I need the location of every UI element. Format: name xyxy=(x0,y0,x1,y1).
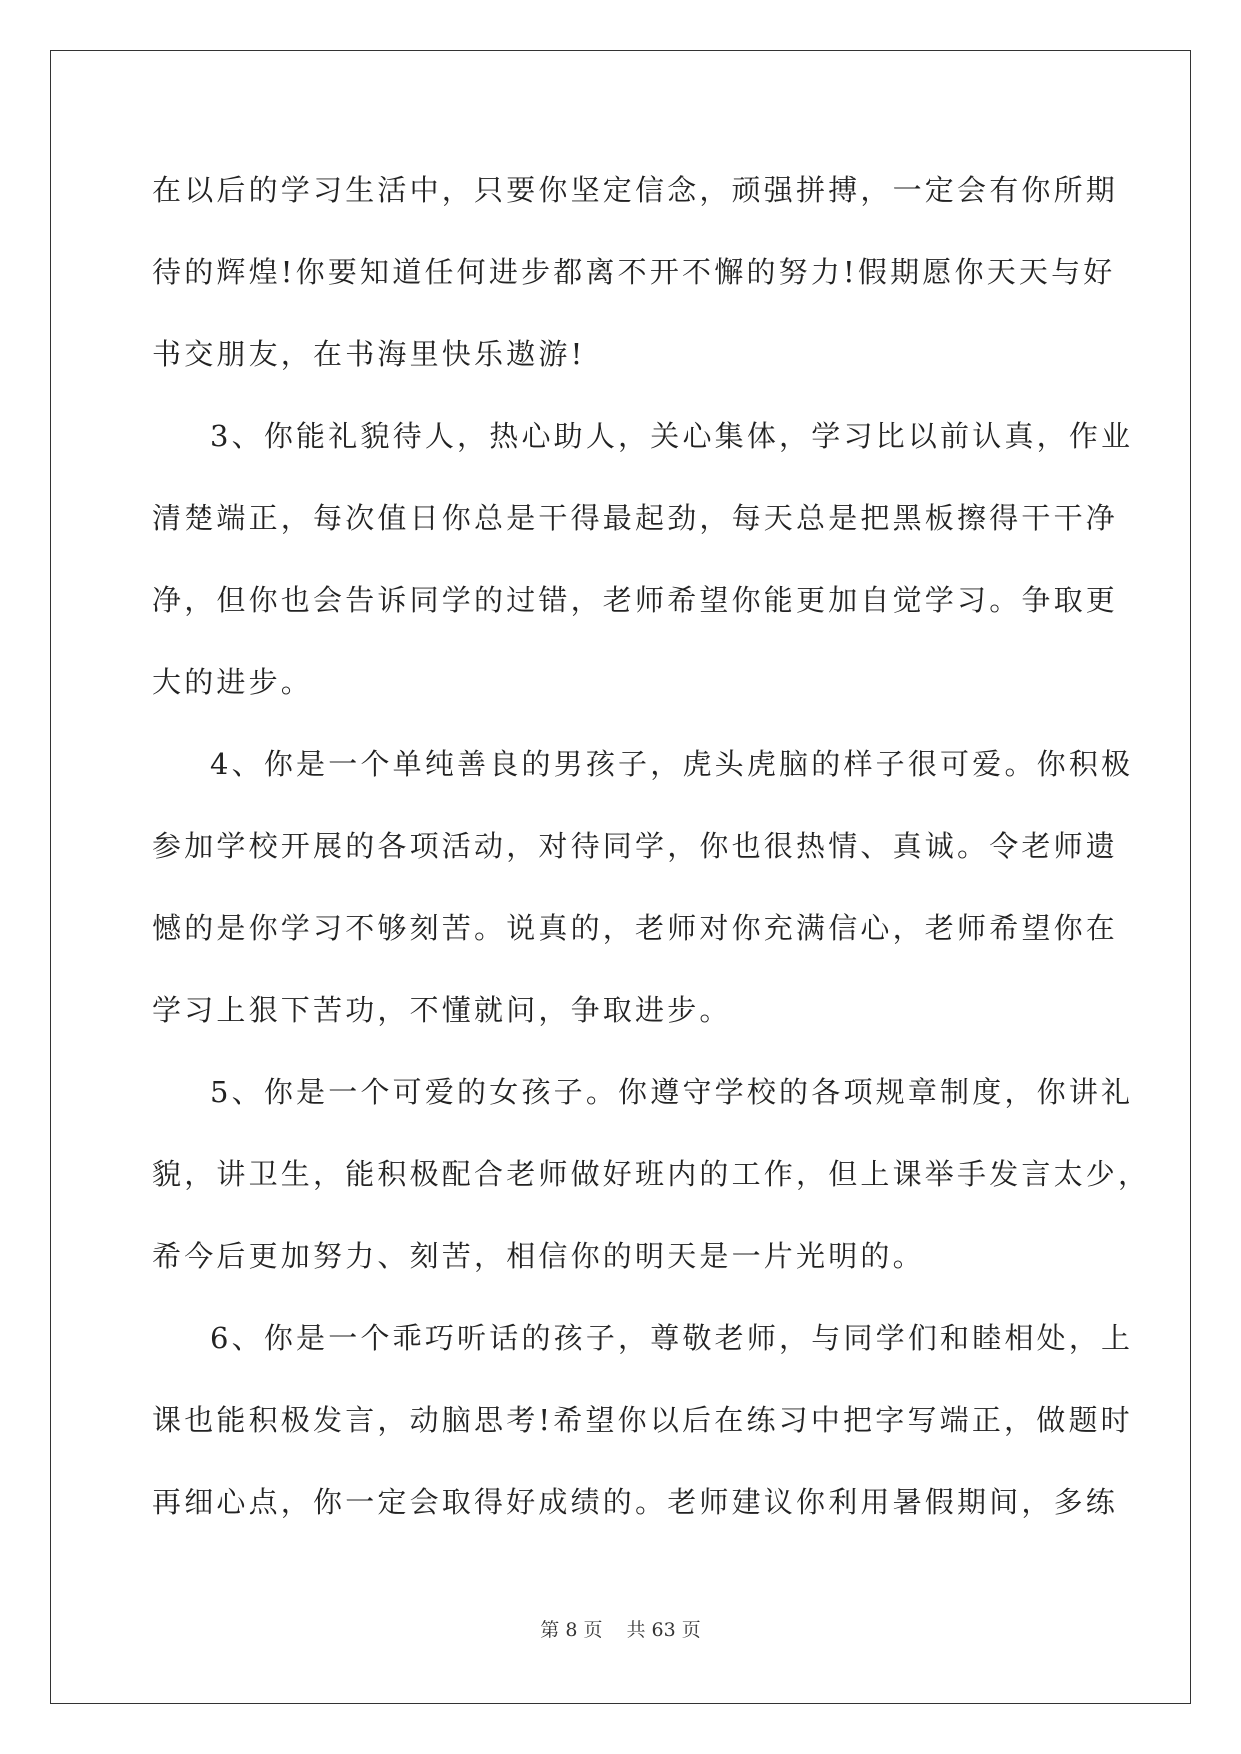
text-line: 待的辉煌!你要知道任何进步都离不开不懈的努力!假期愿你天天与好 xyxy=(152,255,1116,289)
document-body xyxy=(152,160,1151,1554)
text-line: 课也能积极发言，动脑思考!希望你以后在练习中把字写端正，做题时 xyxy=(152,1403,1133,1437)
text-line: 书交朋友，在书海里快乐遨游! xyxy=(152,337,586,371)
text-line: 大的进步。 xyxy=(152,665,314,699)
text-line: 貌，讲卫生，能积极配合老师做好班内的工作，但上课举手发言太少， xyxy=(152,1157,1151,1191)
page-number: 第 8 页 xyxy=(540,1619,603,1641)
text-line: 学习上狠下苦功，不懂就问，争取进步。 xyxy=(152,993,732,1027)
text-line: 清楚端正，每次值日你总是干得最起劲，每天总是把黑板擦得干干净 xyxy=(152,501,1119,535)
text-line: 希今后更加努力、刻苦，相信你的明天是一片光明的。 xyxy=(152,1239,925,1273)
text-line: 憾的是你学习不够刻苦。说真的，老师对你充满信心，老师希望你在 xyxy=(152,911,1119,945)
page-footer xyxy=(0,1615,1241,1642)
paragraph-5-start: 5、你是一个可爱的女孩子。你遵守学校的各项规章制度，你讲礼 xyxy=(210,1075,1134,1109)
total-pages: 共 63 页 xyxy=(626,1619,701,1641)
paragraph-4-start: 4、你是一个单纯善良的男孩子，虎头虎脑的样子很可爱。你积极 xyxy=(210,747,1134,781)
text-line: 净，但你也会告诉同学的过错，老师希望你能更加自觉学习。争取更 xyxy=(152,583,1119,617)
text-line: 再细心点，你一定会取得好成绩的。老师建议你利用暑假期间，多练 xyxy=(152,1485,1119,1519)
paragraph-6-start: 6、你是一个乖巧听话的孩子，尊敬老师，与同学们和睦相处，上 xyxy=(210,1321,1134,1355)
text-line: 在以后的学习生活中，只要你坚定信念，顽强拼搏，一定会有你所期 xyxy=(152,173,1119,207)
text-line: 参加学校开展的各项活动，对待同学，你也很热情、真诚。令老师遗 xyxy=(152,829,1119,863)
paragraph-3-start: 3、你能礼貌待人，热心助人，关心集体，学习比以前认真，作业 xyxy=(210,419,1134,453)
